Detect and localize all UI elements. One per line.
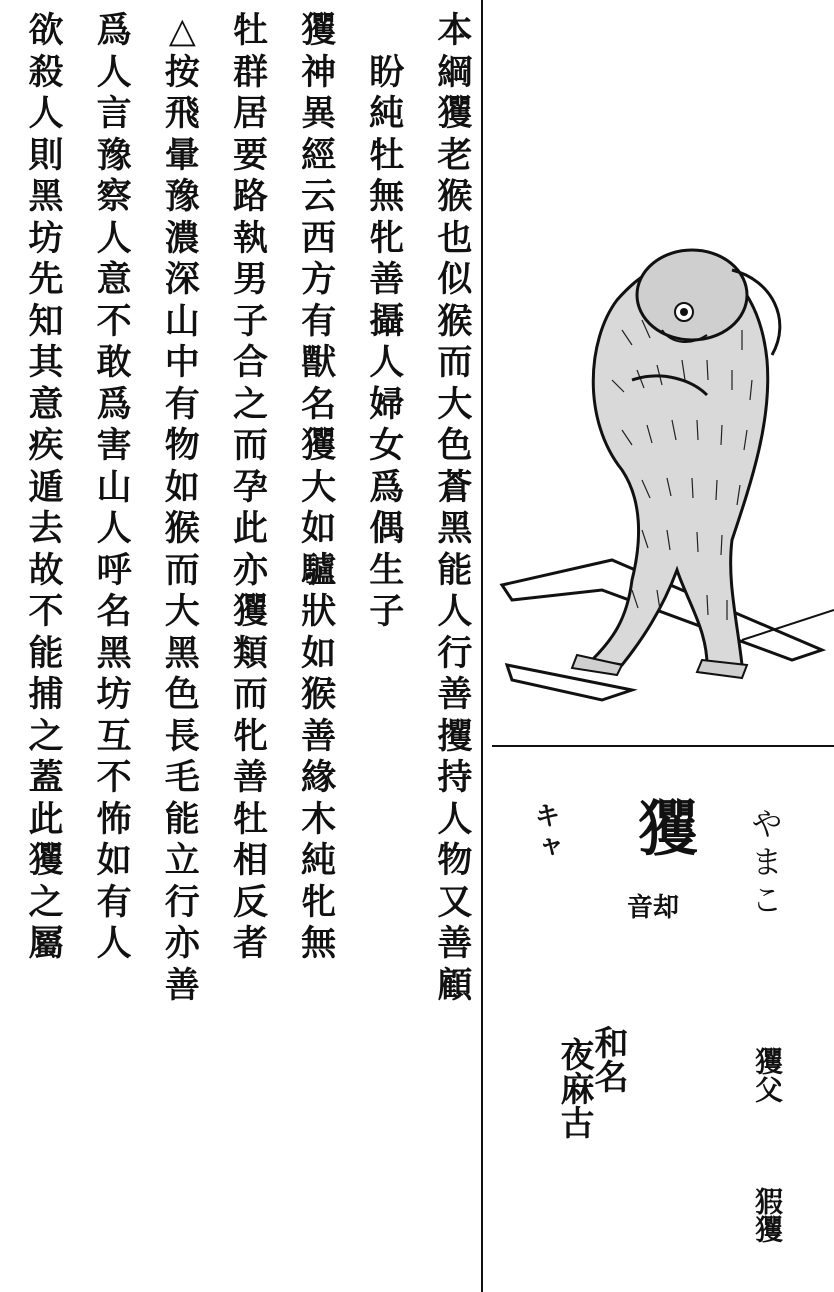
text-char: 名: [96, 591, 132, 632]
text-char: 黑: [437, 508, 473, 549]
text-char: 黑: [96, 632, 132, 674]
text-char: 善: [437, 674, 473, 715]
text-char: 能: [164, 798, 200, 840]
text-char: 似: [437, 259, 473, 300]
text-char: 豫: [96, 134, 132, 176]
text-char: 人: [437, 798, 473, 840]
text-char: 濃: [164, 217, 200, 259]
text-char: 害: [96, 425, 132, 466]
text-char: 純: [369, 93, 405, 134]
text-char: 云: [301, 176, 337, 217]
text-char: 西: [301, 217, 337, 259]
text-char: 大: [301, 466, 337, 508]
text-char: 有: [96, 881, 132, 923]
text-char: 持: [437, 757, 473, 798]
text-char: 木: [301, 798, 337, 840]
text-char: 有: [301, 300, 337, 342]
text-char: 中: [164, 342, 200, 383]
text-char: 爲: [96, 383, 132, 425]
monkey-illustration: [492, 0, 834, 745]
text-char: 則: [28, 134, 64, 176]
text-char: 深: [164, 259, 200, 300]
text-char: 長: [164, 715, 200, 757]
text-char: 男: [232, 259, 268, 300]
text-char: 蓋: [28, 757, 64, 798]
text-char: 女: [369, 425, 405, 466]
text-char: 欲: [28, 10, 64, 51]
text-char: 牡: [369, 134, 405, 176]
text-char: 玃: [301, 10, 337, 51]
text-char-spacer: [367, 10, 407, 52]
text-char: 殺: [28, 51, 64, 93]
text-char: 此: [232, 508, 268, 549]
text-char: 無: [301, 923, 337, 964]
text-char: 方: [301, 259, 337, 300]
text-char: 之: [28, 881, 64, 923]
text-char: 飛: [164, 93, 200, 134]
text-char: 子: [369, 591, 405, 632]
text-char: 行: [437, 632, 473, 674]
text-char: 居: [232, 93, 268, 134]
text-char: 立: [164, 840, 200, 881]
text-char: 驢: [301, 549, 337, 591]
text-char: 異: [301, 93, 337, 134]
text-char: 牡: [232, 798, 268, 840]
text-char: 路: [232, 176, 268, 217]
text-char: 之: [232, 383, 268, 425]
text-char: 反: [232, 881, 268, 923]
text-char: 按: [164, 51, 200, 93]
text-char: 玃: [28, 840, 64, 881]
text-char: 坊: [96, 674, 132, 715]
text-char: 如: [164, 466, 200, 508]
text-char: 孕: [232, 466, 268, 508]
text-char: 牡: [232, 10, 268, 51]
main-text-block: [28, 10, 473, 1285]
text-char: 知: [28, 300, 64, 342]
text-char: 黑: [28, 176, 64, 217]
text-char: 大: [437, 383, 473, 425]
text-char: 爲: [96, 10, 132, 51]
text-column: [369, 10, 405, 1285]
text-char: 呼: [96, 549, 132, 591]
alias-name-2: 猳玃: [751, 1187, 784, 1243]
text-char: 人: [28, 93, 64, 134]
text-char: 而: [437, 342, 473, 383]
text-char: 爲: [369, 466, 405, 508]
text-char: 而: [164, 549, 200, 591]
text-char: 子: [232, 300, 268, 342]
text-char: 善: [437, 923, 473, 964]
text-char: 大: [164, 591, 200, 632]
text-char: 之: [28, 715, 64, 757]
text-char: 如: [301, 508, 337, 549]
text-char: 能: [437, 549, 473, 591]
text-char: 人: [96, 508, 132, 549]
wamyo-value: 夜麻古: [554, 1037, 594, 1139]
text-column: [232, 10, 268, 1285]
text-char: 如: [301, 632, 337, 674]
text-char: 善: [369, 259, 405, 300]
text-char: 坊: [28, 217, 64, 259]
text-char: 人: [96, 51, 132, 93]
text-char: 不: [96, 757, 132, 798]
onyomi-reading: 音却: [627, 893, 680, 923]
text-char: 也: [437, 217, 473, 259]
section-marker-icon: △: [168, 10, 196, 51]
text-char: 綱: [437, 51, 473, 93]
text-char: 獸: [301, 342, 337, 383]
text-char: 婦: [369, 383, 405, 425]
text-char: 故: [28, 549, 64, 591]
text-char: 物: [437, 840, 473, 881]
text-char: 人: [96, 923, 132, 964]
caption-panel: [492, 747, 834, 1292]
text-char: 言: [96, 93, 132, 134]
text-char: 經: [301, 134, 337, 176]
text-char: 要: [232, 134, 268, 176]
text-char: 本: [437, 10, 473, 51]
text-char: 名: [301, 383, 337, 425]
text-char: 類: [232, 632, 268, 674]
text-char: 而: [232, 425, 268, 466]
text-char: 意: [96, 259, 132, 300]
text-char: 無: [369, 176, 405, 217]
text-column: [28, 10, 64, 1285]
text-char: 牝: [232, 715, 268, 757]
text-char: 攫: [437, 715, 473, 757]
text-char: 猴: [437, 176, 473, 217]
text-char: 狀: [301, 591, 337, 632]
text-char: 山: [96, 466, 132, 508]
alias-name-1: 玃父: [751, 1047, 784, 1103]
text-char: 山: [164, 300, 200, 342]
wamyo-label: 和名: [588, 1025, 628, 1093]
text-char: 不: [28, 591, 64, 632]
text-char: 善: [164, 964, 200, 1006]
text-char: 純: [301, 840, 337, 881]
text-char: 疾: [28, 425, 64, 466]
text-char: 物: [164, 425, 200, 466]
text-char: 怖: [96, 798, 132, 840]
text-char: 而: [232, 674, 268, 715]
text-char: 暈: [164, 134, 200, 176]
text-char: 遁: [28, 466, 64, 508]
text-char: 去: [28, 508, 64, 549]
vertical-divider: [481, 0, 483, 1292]
text-char: 屬: [28, 923, 64, 964]
text-char: 察: [96, 176, 132, 217]
text-char: 群: [232, 51, 268, 93]
text-char: 猴: [301, 674, 337, 715]
text-char: 相: [232, 840, 268, 881]
text-char: 捕: [28, 674, 64, 715]
text-char: 有: [164, 383, 200, 425]
monkey-icon: [492, 0, 834, 745]
text-char: 其: [28, 342, 64, 383]
text-char: 蒼: [437, 466, 473, 508]
katakana-reading: キャ: [530, 802, 560, 866]
text-char: 先: [28, 259, 64, 300]
text-column: [164, 10, 200, 1285]
text-char: 猴: [164, 508, 200, 549]
text-char: 毛: [164, 757, 200, 798]
text-char: 人: [369, 342, 405, 383]
text-char: 能: [28, 632, 64, 674]
text-char: 合: [232, 342, 268, 383]
text-char: 如: [96, 840, 132, 881]
text-char: 亦: [232, 549, 268, 591]
text-char: 善: [301, 715, 337, 757]
text-char: 牝: [301, 881, 337, 923]
text-char: 行: [164, 881, 200, 923]
title-kanji: 玃: [628, 797, 698, 857]
text-char: 色: [164, 674, 200, 715]
text-char: 意: [28, 383, 64, 425]
text-char: 生: [369, 549, 405, 591]
text-char: 亦: [164, 923, 200, 964]
text-char: 色: [437, 425, 473, 466]
japanese-name: やまこ: [746, 807, 784, 921]
text-char: 又: [437, 881, 473, 923]
text-char: 不: [96, 300, 132, 342]
text-char: 玃: [232, 591, 268, 632]
text-column: [96, 10, 132, 1285]
text-char: 猴: [437, 300, 473, 342]
text-char: 人: [96, 217, 132, 259]
text-char: 盼: [369, 51, 405, 93]
text-char: 豫: [164, 176, 200, 217]
text-char: 人: [437, 591, 473, 632]
text-char: 緣: [301, 757, 337, 798]
text-char: 顧: [437, 964, 473, 1006]
text-char: 善: [232, 757, 268, 798]
text-char: 互: [96, 715, 132, 757]
text-char: 神: [301, 51, 337, 93]
text-char: 攝: [369, 300, 405, 342]
text-column: [301, 10, 337, 1285]
text-char: 牝: [369, 217, 405, 259]
text-char: 黑: [164, 632, 200, 674]
text-char: 此: [28, 798, 64, 840]
text-char: 老: [437, 134, 473, 176]
text-char: 敢: [96, 342, 132, 383]
text-char: 者: [232, 923, 268, 964]
text-column: [437, 10, 473, 1285]
text-char: 偶: [369, 508, 405, 549]
text-char: 玃: [301, 425, 337, 466]
text-char: 執: [232, 217, 268, 259]
text-char: 玃: [437, 93, 473, 134]
